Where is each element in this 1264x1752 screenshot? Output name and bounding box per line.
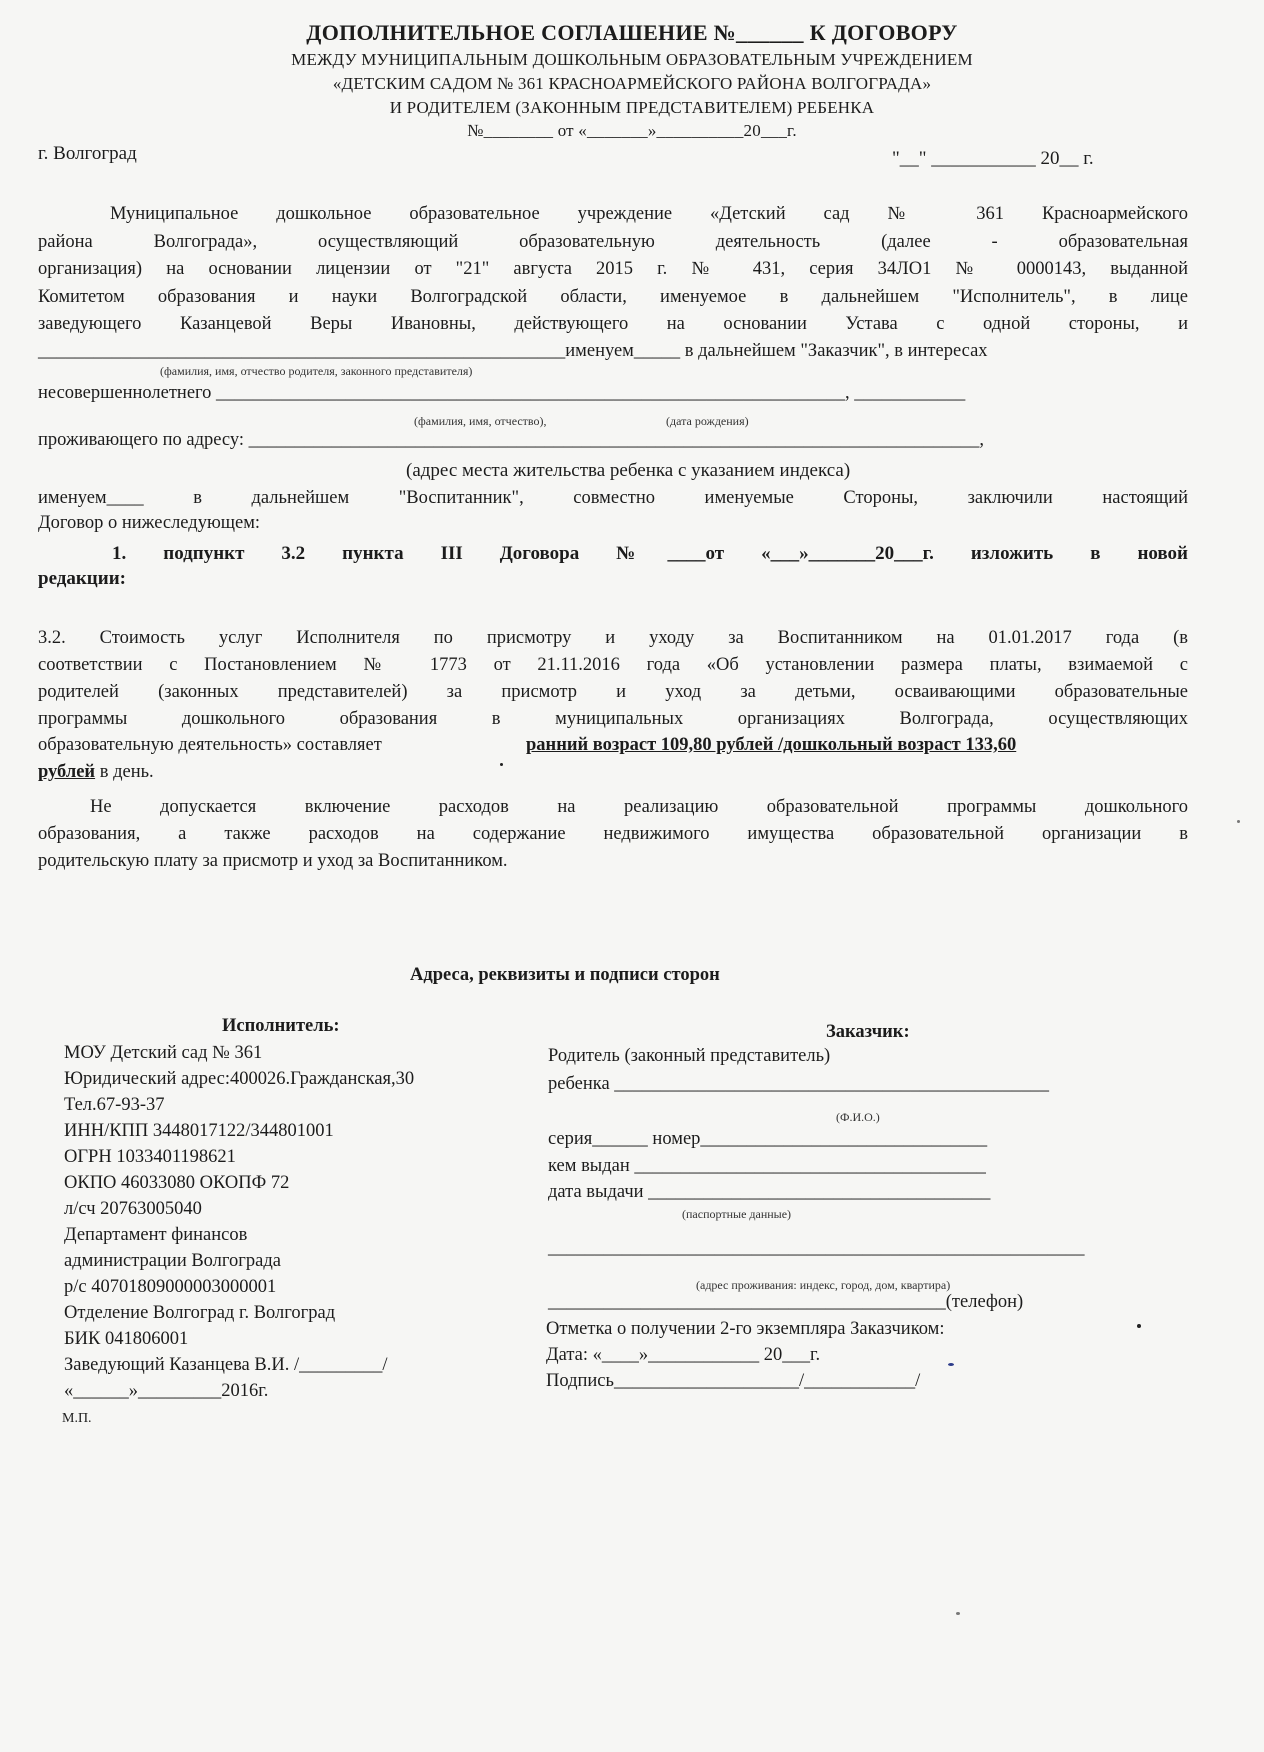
customer-passport-series: серия______ номер_______________________________ (548, 1129, 988, 1149)
intro-line-9: именуем____ в дальнейшем "Воспитанник", совместно именуемые Стороны, заключили настоящий (38, 488, 1188, 508)
header-line-2: МЕЖДУ МУНИЦИПАЛЬНЫМ ДОШКОЛЬНЫМ ОБРАЗОВАТЕЛЬНЫМ УЧРЕЖДЕНИЕМ (291, 50, 973, 69)
executor-line: БИК 041806001 (64, 1329, 189, 1349)
customer-address: __________________________________________________________ (548, 1238, 1085, 1258)
clause-p2-line-1: Не допускается включение расходов на реализацию образовательной программы дошкольного (90, 797, 1188, 817)
executor-details (64, 1040, 414, 1404)
executor-line: Тел.67-93-37 (64, 1095, 165, 1115)
clause-line-2: соответствии с Постановлением № 1773 от 21.11.2016 года «Об установлении размера платы, взимаемой с (38, 655, 1188, 675)
executor-line: Департамент финансов (64, 1225, 248, 1245)
caption-address: (адрес места жительства ребенка с указанием индекса) (406, 460, 851, 481)
executor-line: л/сч 20763005040 (64, 1199, 202, 1219)
customer-issue-date: дата выдачи _____________________________________ (548, 1182, 991, 1202)
executor-line: Отделение Волгоград г. Волгоград (64, 1303, 336, 1323)
customer-issued-by: кем выдан ______________________________________ (548, 1156, 986, 1176)
item-1-line-1: 1. подпункт 3.2 пункта III Договора №____от «___»_______20___г. изложить в новой (112, 543, 1188, 564)
scan-speck (1237, 820, 1240, 823)
intro-line-6: _________________________________________________________именуем_____ в дальнейшем "Заказчик", в интересах (38, 341, 988, 361)
executor-line: администрации Волгограда (64, 1251, 281, 1271)
intro-line-10: Договор о нижеследующем: (38, 513, 261, 533)
document-title: ДОПОЛНИТЕЛЬНОЕ СОГЛАШЕНИЕ №______ К ДОГОВОРУ (306, 20, 958, 45)
executor-line: ОКПО 46033080 ОКОПФ 72 (64, 1173, 290, 1193)
clause-line-6 (38, 762, 154, 783)
fee-unit: рублей (38, 762, 96, 782)
intro-line-8: проживающего по адресу: _______________________________________________________________________________, (38, 430, 985, 450)
executor-line: МОУ Детский сад № 361 (64, 1043, 263, 1063)
clause-line-3: родителей (законных представителей) за присмотр и уход за детьми, осваивающими образовательные (38, 682, 1188, 702)
stamp-mark: М.П. (62, 1411, 92, 1426)
pen-mark (948, 1363, 954, 1366)
clause-line-4: программы дошкольного образования в муниципальных организациях Волгограда, осуществляющих (38, 709, 1188, 729)
receipt-signature: Подпись____________________/____________/ (546, 1371, 921, 1391)
scan-speck (1137, 1324, 1141, 1328)
customer-line-1: Родитель (законный представитель) (548, 1046, 831, 1066)
caption-parent-name: (фамилия, имя, отчество родителя, законного представителя) (160, 364, 473, 378)
scan-speck (500, 763, 503, 766)
customer-phone: ___________________________________________(телефон) (548, 1292, 1024, 1312)
executor-line: Заведующий Казанцева В.И. /_________/ (64, 1355, 388, 1375)
executor-heading: Исполнитель: (222, 1016, 340, 1036)
customer-heading: Заказчик: (826, 1022, 910, 1042)
intro-line-5: заведующего Казанцевой Веры Ивановны, действующего на основании Устава с одной стороны, и (38, 314, 1188, 334)
header-line-3: «ДЕТСКИМ САДОМ № 361 КРАСНОАРМЕЙСКОГО РАЙОНА ВОЛГОГРАДА» (332, 74, 932, 93)
caption-customer-address: (адрес проживания: индекс, город, дом, квартира) (696, 1278, 951, 1292)
executor-line: р/с 40701809000003000001 (64, 1277, 277, 1297)
intro-line-1: Муниципальное дошкольное образовательное учреждение «Детский сад № 361 Красноармейского (110, 204, 1188, 224)
intro-line-2: района Волгограда», осуществляющий образовательную деятельность (далее - образовательная (38, 232, 1188, 252)
intro-line-3: организация) на основании лицензии от "21" августа 2015 г. № 431, серия 34ЛО1 № 0000143, выданной (38, 259, 1188, 279)
item-1-line-2: редакции: (38, 568, 126, 589)
caption-child-name: (фамилия, имя, отчество), (414, 414, 547, 428)
executor-line: ИНН/КПП 3448017122/344801001 (64, 1121, 334, 1141)
city: г. Волгоград (38, 143, 137, 164)
clause-line-5-text: образовательную деятельность» составляет (38, 735, 382, 755)
intro-line-4: Комитетом образования и науки Волгоградской области, именуемое в дальнейшем "Исполнитель", в лице (38, 287, 1188, 307)
fee-amount: ранний возраст 109,80 рублей /дошкольный возраст 133,60 (526, 735, 1017, 755)
receipt-date: Дата: «____»____________ 20___г. (546, 1345, 821, 1365)
receipt-note: Отметка о получении 2-го экземпляра Заказчиком: (546, 1319, 945, 1339)
caption-birth-date: (дата рождения) (666, 414, 749, 428)
clause-line-5 (38, 735, 382, 756)
fee-period: в день. (95, 762, 154, 782)
customer-child-name: ребенка _______________________________________________ (548, 1074, 1050, 1094)
scan-speck (956, 1612, 960, 1615)
executor-line: «______»_________2016г. (64, 1381, 269, 1401)
date-line: "__" ___________ 20__ г. (892, 148, 1094, 169)
intro-line-7: несовершеннолетнего ____________________________________________________________________, ____________ (38, 383, 966, 403)
executor-line: Юридический адрес:400026.Гражданская,30 (64, 1069, 415, 1089)
header-line-5: №________ от «_______»__________20___г. (467, 121, 797, 140)
clause-line-1: 3.2. Стоимость услуг Исполнителя по присмотру и уходу за Воспитанником на 01.01.2017 года (в (38, 628, 1188, 648)
caption-fio: (Ф.И.О.) (836, 1110, 880, 1124)
clause-p2-line-3: родительскую плату за присмотр и уход за Воспитанником. (38, 851, 508, 871)
clause-p2-line-2: образования, а также расходов на содержание недвижимого имущества образовательной организации в (38, 824, 1188, 844)
executor-line: ОГРН 1033401198621 (64, 1147, 236, 1167)
section-title: Адреса, реквизиты и подписи сторон (410, 965, 720, 985)
header-line-4: И РОДИТЕЛЕМ (ЗАКОННЫМ ПРЕДСТАВИТЕЛЕМ) РЕБЕНКА (389, 98, 875, 117)
caption-passport: (паспортные данные) (682, 1207, 792, 1221)
